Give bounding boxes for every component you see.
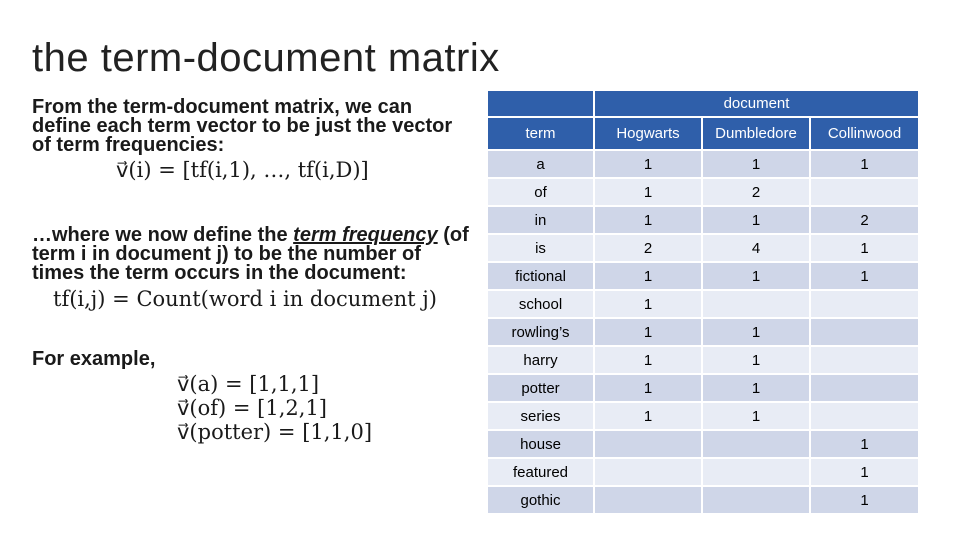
count-cell: 4 bbox=[702, 234, 810, 262]
example-vector-potter: v⃗(potter) = [1,1,0] bbox=[177, 420, 373, 444]
count-cell: 2 bbox=[702, 178, 810, 206]
count-cell bbox=[702, 430, 810, 458]
table-row bbox=[487, 486, 919, 514]
term-frequency-emphasis: term frequency bbox=[293, 224, 438, 246]
count-cell: 1 bbox=[594, 178, 702, 206]
header-blank bbox=[487, 90, 594, 117]
count-cell bbox=[810, 346, 919, 374]
header-term: term bbox=[487, 117, 594, 150]
equation-term-frequency bbox=[53, 286, 437, 312]
count-cell: 1 bbox=[594, 206, 702, 234]
count-cell: 1 bbox=[810, 150, 919, 178]
table-row bbox=[487, 234, 919, 262]
count-cell bbox=[810, 318, 919, 346]
equation-term-vector-text: v⃗(i) = [tf(i,1), …, tf(i,D)] bbox=[116, 158, 369, 182]
count-cell: 1 bbox=[594, 402, 702, 430]
tf-suffix: (of term i in document j) to be the number of times the term occurs in the document: bbox=[32, 224, 469, 284]
header-dumbledore: Dumbledore bbox=[702, 117, 810, 150]
term-cell: fictional bbox=[487, 262, 594, 290]
count-cell bbox=[810, 178, 919, 206]
count-cell: 1 bbox=[702, 346, 810, 374]
count-cell bbox=[702, 290, 810, 318]
table-row bbox=[487, 458, 919, 486]
slide-title: the term-document matrix bbox=[32, 36, 500, 80]
count-cell: 1 bbox=[594, 150, 702, 178]
term-cell: in bbox=[487, 206, 594, 234]
count-cell: 1 bbox=[810, 262, 919, 290]
term-cell: rowling’s bbox=[487, 318, 594, 346]
paragraph-example: For example, bbox=[32, 348, 156, 370]
count-cell bbox=[702, 486, 810, 514]
equation-term-frequency-text: tf(i,j) = Count(word i in document j) bbox=[53, 287, 437, 311]
count-cell bbox=[810, 402, 919, 430]
table-header-row bbox=[487, 117, 919, 150]
equation-term-vector bbox=[116, 157, 369, 183]
tf-prefix: …where we now define the bbox=[32, 224, 294, 246]
count-cell: 1 bbox=[810, 458, 919, 486]
count-cell: 2 bbox=[594, 234, 702, 262]
example-vector-a: v⃗(a) = [1,1,1] bbox=[177, 372, 320, 396]
table-row bbox=[487, 318, 919, 346]
table-row bbox=[487, 346, 919, 374]
paragraph-definition: From the term-document matrix, we can define each term vector to be just the vector of term frequencies: bbox=[32, 96, 453, 156]
count-cell bbox=[702, 458, 810, 486]
count-cell: 1 bbox=[594, 318, 702, 346]
count-cell: 1 bbox=[594, 346, 702, 374]
table-row bbox=[487, 374, 919, 402]
term-cell: series bbox=[487, 402, 594, 430]
header-collinwood: Collinwood bbox=[810, 117, 919, 150]
count-cell: 1 bbox=[810, 486, 919, 514]
term-cell: featured bbox=[487, 458, 594, 486]
table-row bbox=[487, 430, 919, 458]
table-row bbox=[487, 262, 919, 290]
count-cell: 1 bbox=[702, 374, 810, 402]
term-cell: is bbox=[487, 234, 594, 262]
table-row bbox=[487, 206, 919, 234]
count-cell bbox=[810, 374, 919, 402]
count-cell: 1 bbox=[702, 150, 810, 178]
count-cell: 1 bbox=[702, 206, 810, 234]
term-cell: gothic bbox=[487, 486, 594, 514]
count-cell: 1 bbox=[810, 234, 919, 262]
count-cell: 1 bbox=[702, 402, 810, 430]
count-cell bbox=[594, 486, 702, 514]
term-cell: of bbox=[487, 178, 594, 206]
term-cell: harry bbox=[487, 346, 594, 374]
example-vector-of: v⃗(of) = [1,2,1] bbox=[177, 396, 327, 420]
table-row bbox=[487, 402, 919, 430]
count-cell: 1 bbox=[594, 374, 702, 402]
count-cell bbox=[810, 290, 919, 318]
count-cell: 2 bbox=[810, 206, 919, 234]
count-cell: 1 bbox=[594, 262, 702, 290]
count-cell bbox=[594, 458, 702, 486]
count-cell: 1 bbox=[810, 430, 919, 458]
term-cell: school bbox=[487, 290, 594, 318]
table-row bbox=[487, 178, 919, 206]
count-cell: 1 bbox=[594, 290, 702, 318]
table-row bbox=[487, 150, 919, 178]
term-document-table bbox=[486, 89, 920, 515]
table-group-header-row bbox=[487, 90, 919, 117]
table-row bbox=[487, 290, 919, 318]
paragraph-term-frequency bbox=[32, 226, 472, 283]
table-body bbox=[487, 150, 919, 514]
document-group-header: document bbox=[594, 90, 919, 117]
count-cell: 1 bbox=[702, 318, 810, 346]
term-cell: house bbox=[487, 430, 594, 458]
count-cell bbox=[594, 430, 702, 458]
term-cell: potter bbox=[487, 374, 594, 402]
header-hogwarts: Hogwarts bbox=[594, 117, 702, 150]
term-cell: a bbox=[487, 150, 594, 178]
example-vectors bbox=[177, 372, 372, 444]
count-cell: 1 bbox=[702, 262, 810, 290]
